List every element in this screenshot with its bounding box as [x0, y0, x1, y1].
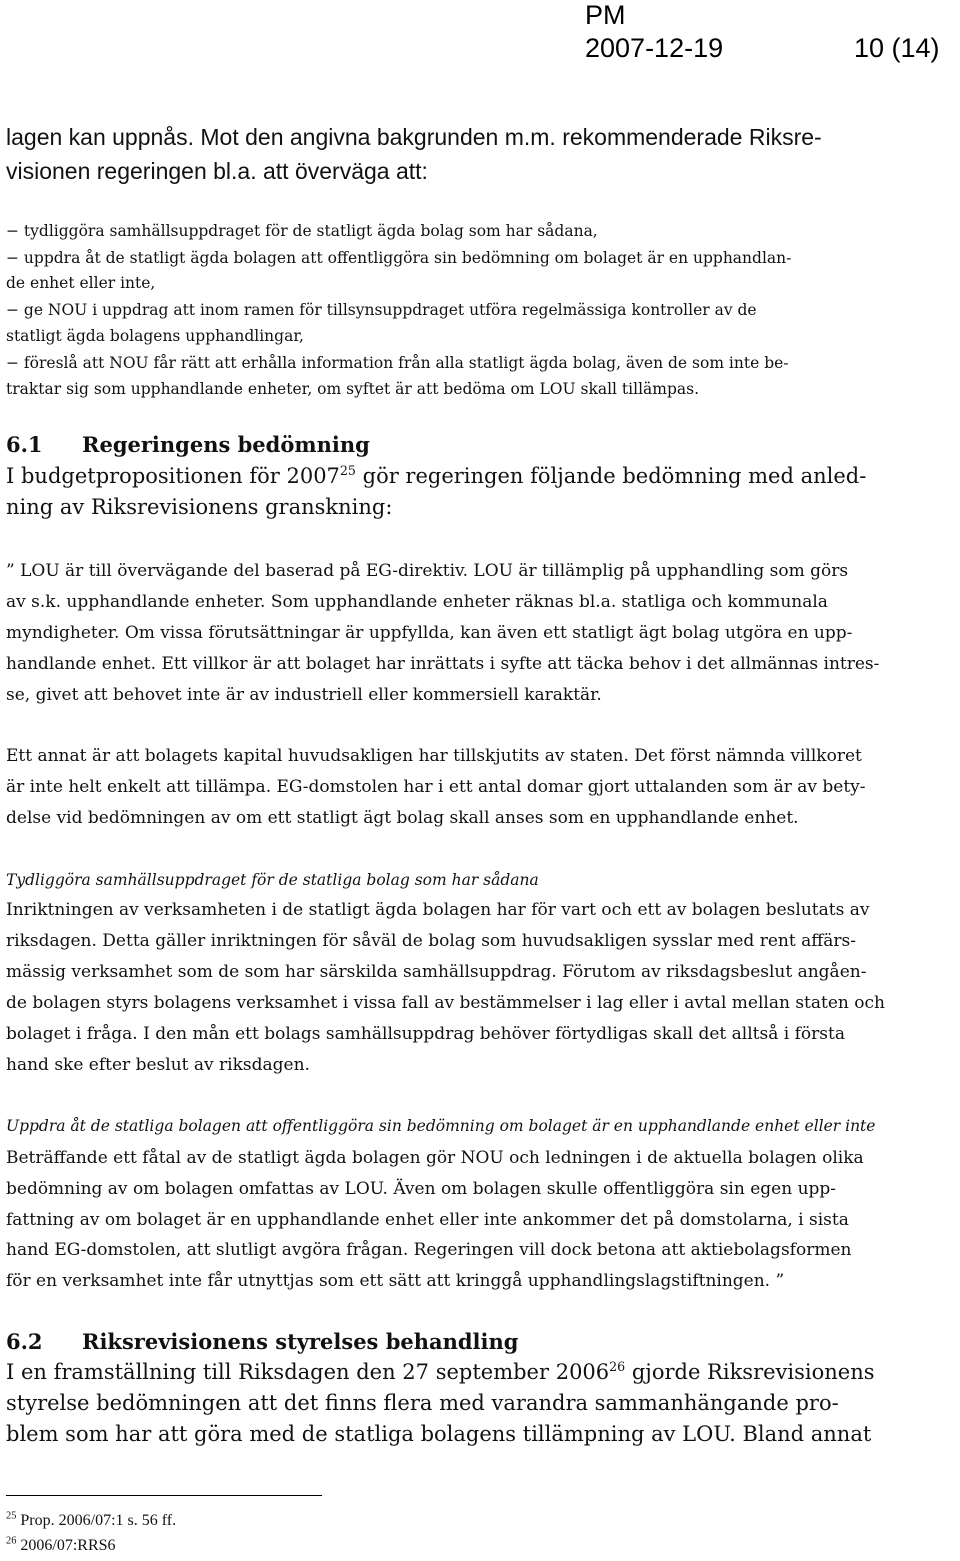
section-title: Riksrevisionens styrelses behandling: [82, 1329, 519, 1354]
quote-line: är inte helt enkelt att tillämpa. EG-domstolen har i ett antal domar gjort uttalanden som är av bety-: [6, 777, 866, 797]
footnote-ref-26: 26: [609, 1359, 626, 1374]
footnote-ref-25: 25: [339, 463, 356, 478]
quote-line: Inriktningen av verksamheten i de statligt ägda bolagen har för vart och ett av bolagen beslutats av: [6, 900, 870, 920]
quote-line: för en verksamhet inte får utnyttjas som ett sätt att kringgå upphandlingslagstiftningen. ”: [6, 1271, 785, 1291]
quote-line: riksdagen. Detta gäller inriktningen för såväl de bolag som huvudsakligen sysslar med rent affärs-: [6, 931, 857, 951]
intro-line: visionen regeringen bl.a. att överväga att:: [6, 158, 428, 184]
bullet-line: statligt ägda bolagens upphandlingar,: [6, 327, 304, 345]
quote-line: mässig verksamhet som de som har särskilda samhällsuppdrag. Förutom av riksdagsbeslut angåen-: [6, 962, 867, 982]
section-number: 6.1: [6, 432, 43, 457]
quote-line: av s.k. upphandlande enheter. Som upphandlande enheter räknas bl.a. statliga och kommunala: [6, 592, 828, 612]
bullet-line: − uppdra åt de statligt ägda bolagen att offentliggöra sin bedömning om bolaget är en upphandlan-: [6, 249, 792, 267]
quote-line: bolaget i fråga. I den mån ett bolags samhällsuppdrag behöver förtydligas skall det alltså i första: [6, 1024, 845, 1044]
quote-line: Ett annat är att bolagets kapital huvudsakligen har tillskjutits av staten. Det först nämnda villkoret: [6, 746, 862, 766]
bullet-line: traktar sig som upphandlande enheter, om syftet är att bedöma om LOU skall tillämpas.: [6, 380, 700, 398]
footnote: $^{25}$ Prop. 2006/07:1 s. 56 ff.: [6, 1510, 177, 1529]
intro-line: lagen kan uppnås. Mot den angivna bakgrunden m.m. rekommenderade Riksre-: [6, 124, 822, 150]
header-page-number: 10 (14): [854, 33, 940, 63]
section-body-line: styrelse bedömningen att det finns flera med varandra sammanhängande pro-: [6, 1391, 839, 1415]
bullet-line: de enhet eller inte,: [6, 274, 156, 292]
footnote-separator: [6, 1495, 322, 1496]
quote-line: delse vid bedömningen av om ett statligt ägt bolag skall anses som en upphandlande enhet.: [6, 808, 799, 828]
quote-line: hand EG-domstolen, att slutligt avgöra frågan. Regeringen vill dock betona att aktiebolagsformen: [6, 1240, 852, 1260]
header-date: 2007-12-19: [585, 33, 724, 63]
quote-line: ” LOU är till övervägande del baserad på EG-direktiv. LOU är tillämplig på upphandling som görs: [6, 561, 849, 581]
quote-line: fattning av om bolaget är en upphandlande enhet eller inte ankommer det på domstolarna, i sista: [6, 1210, 849, 1230]
bullet-line: − tydliggöra samhällsuppdraget för de statligt ägda bolag som har sådana,: [6, 222, 598, 240]
bullet-line: − föreslå att NOU får rätt att erhålla information från alla statligt ägda bolag, även de som inte be-: [6, 354, 789, 372]
bullet-line: − ge NOU i uppdrag att inom ramen för tillsynsuppdraget utföra regelmässiga kontroller av de: [6, 301, 757, 319]
section-body-line: I budgetpropositionen för 2007$^{25}$ gör regeringen följande bedömning med anled-: [6, 463, 867, 488]
quote-subheading: Uppdra åt de statliga bolagen att offentliggöra sin bedömning om bolaget är en upphandlande enhet eller inte: [6, 1117, 876, 1135]
quote-line: myndigheter. Om vissa förutsättningar är uppfyllda, kan även ett statligt ägt bolag utgöra en upp-: [6, 623, 853, 643]
quote-line: hand ske efter beslut av riksdagen.: [6, 1055, 310, 1075]
quote-line: handlande enhet. Ett villkor är att bolaget har inrättats i syfte att täcka behov i det allmännas intres-: [6, 654, 880, 674]
footnote: $^{26}$ 2006/07:RRS6: [6, 1535, 116, 1554]
quote-line: bedömning av om bolagen omfattas av LOU. Även om bolagen skulle offentliggöra sin egen upp-: [6, 1179, 837, 1199]
quote-line: de bolagen styrs bolagens verksamhet i vissa fall av bestämmelser i lag eller i avtal mellan staten och: [6, 993, 885, 1013]
section-body-line: I en framställning till Riksdagen den 27 september 2006$^{26}$ gjorde Riksrevisionens: [6, 1359, 875, 1384]
header-pm: PM: [585, 0, 626, 30]
quote-subheading: Tydliggöra samhällsuppdraget för de statliga bolag som har sådana: [6, 871, 539, 889]
quote-line: Beträffande ett fåtal av de statligt ägda bolagen gör NOU och ledningen i de aktuella bolagen olika: [6, 1148, 864, 1168]
quote-line: se, givet att behovet inte är av industriell eller kommersiell karaktär.: [6, 685, 602, 705]
section-title: Regeringens bedömning: [82, 432, 370, 457]
section-number: 6.2: [6, 1329, 43, 1354]
section-body-line: blem som har att göra med de statliga bolagens tillämpning av LOU. Bland annat: [6, 1422, 872, 1446]
section-body-line: ning av Riksrevisionens granskning:: [6, 495, 393, 519]
